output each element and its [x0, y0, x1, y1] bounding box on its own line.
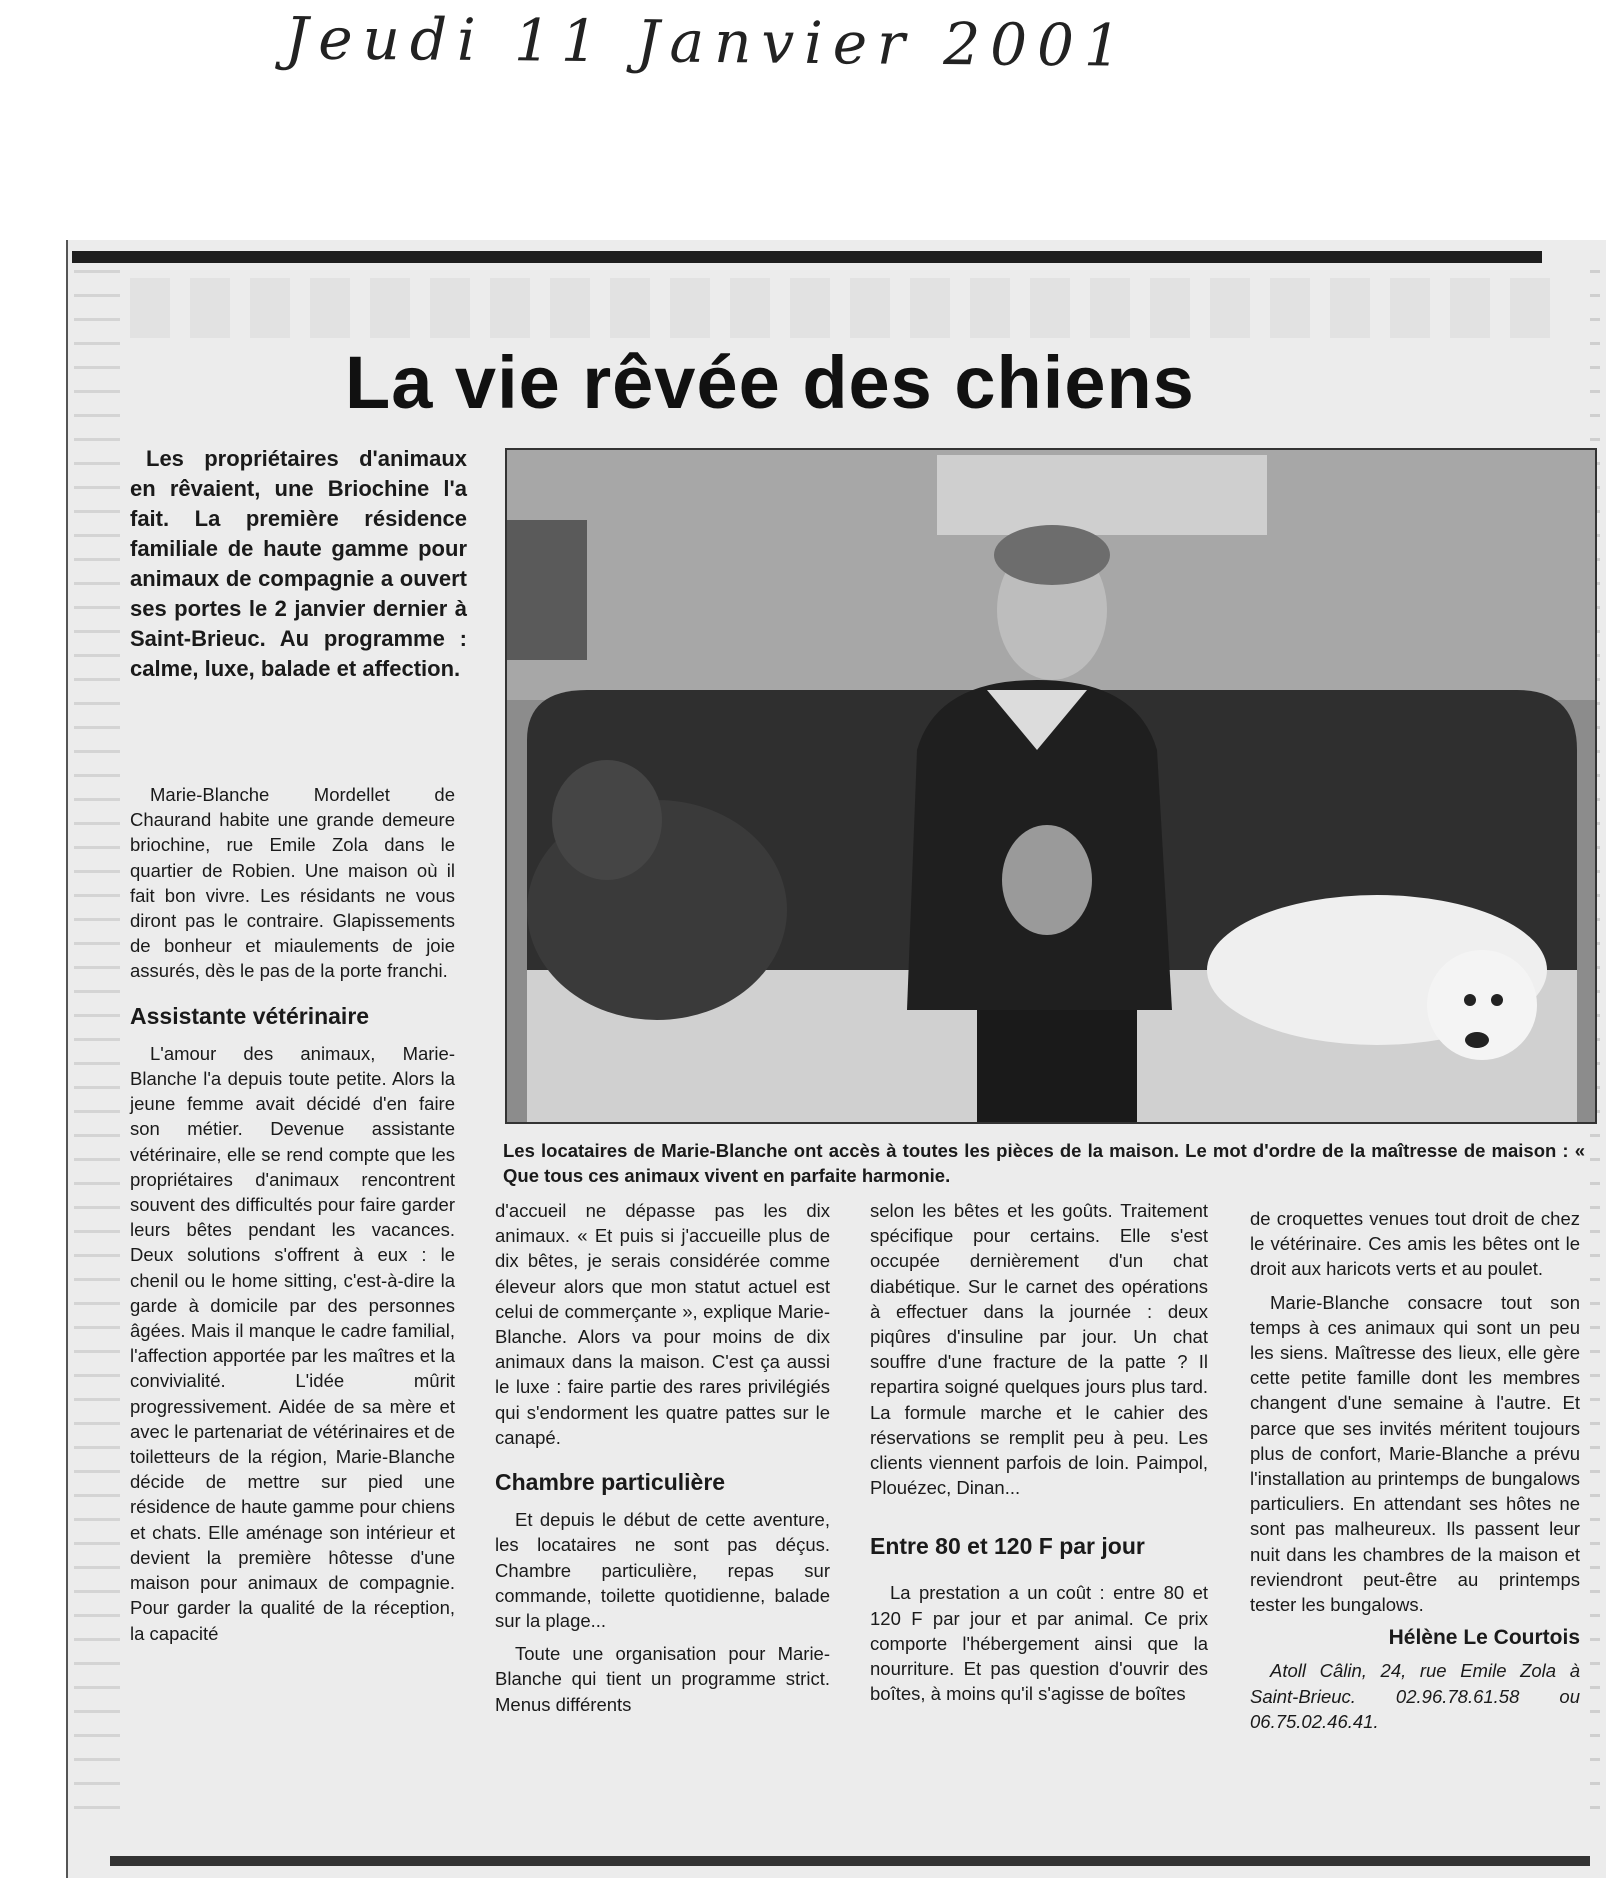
headline: La vie rêvée des chiens	[345, 341, 1195, 424]
address-contact: Atoll Câlin, 24, rue Emile Zola à Saint-Brieuc. 02.96.78.61.58 ou 06.75.02.46.41.	[1250, 1660, 1580, 1732]
col2-subheading: Chambre particulière	[495, 1469, 726, 1496]
top-rule	[72, 251, 1542, 263]
col3-paragraph-2: La prestation a un coût : entre 80 et 120 F par jour et par animal. Ce prix comporte l'hébergement ainsi que la nourriture. Et pas question d'ouvrir des boîtes, à moins qu'il s'agisse de boîtes	[870, 1582, 1208, 1705]
col1-paragraph-2: L'amour des animaux, Marie-Blanche l'a depuis toute petite. Alors la jeune femme avait décidé d'en faire son métier. Devenue assistante vétérinaire, elle se rend compte que les propriétaires d'animaux rencontrent souvent des difficultés pour faire garder leurs bêtes pendant les vacances. Deux solutions s'offrent à eux : le chenil ou le home sitting, c'est-à-dire la garde à domicile par des personnes âgées. Mais il manque le cadre familial, l'affection apportée par les maîtres et la convivialité. L'idée mûrit progressivement. Aidée de sa mère et avec le partenariat de vétérinaires et de toiletteurs de la région, Marie-Blanche décide de mettre sur pied une résidence de haute gamme pour chiens et chats. Elle aménage son intérieur et devient la première hôtesse d'une maison pour animaux de compagnie. Pour garder la qualité de la réception, la capacité	[130, 1042, 455, 1644]
col1-subheading: Assistante vétérinaire	[130, 1002, 370, 1029]
lede: Les propriétaires d'animaux en rêvaient, une Briochine l'a fait. La première résidence familiale de haute gamme pour animaux de compagnie a ouvert ses portes le 2 janvier dernier à Saint-Brieuc. Au programme : calme, luxe, balade et affection.	[130, 446, 467, 681]
author-signature: Hélène Le Courtois	[1388, 1626, 1580, 1650]
column-1	[130, 782, 455, 1654]
col2-paragraph-2: Et depuis le début de cette aventure, les locataires ne sont pas déçus. Chambre particulière, repas sur commande, toilette quotidienne, balade sur la plage...	[495, 1509, 830, 1632]
col3-paragraph-1: selon les bêtes et les goûts. Traitement spécifique pour certains. Elle s'est occupée dernièrement d'un chat diabétique. Sur le carnet des opérations à effectuer dans la journée : deux piqûres d'insuline par jour. Un chat souffre d'une fracture de la patte ? Il repartira soigné quelques jours plus tard. La formule marche et le cahier des réservations se remplit peu à peu. Les clients viennent parfois de loin. Paimpol, Plouézec, Dinan...	[870, 1200, 1208, 1499]
col3-subheading: Entre 80 et 120 F par jour	[870, 1533, 1145, 1560]
bottom-rule	[110, 1856, 1590, 1866]
column-4	[1250, 1206, 1580, 1742]
photo-caption: Les locataires de Marie-Blanche ont accès à toutes les pièces de la maison. Le mot d'ordre de la maîtresse de maison : « Que tous ces animaux vivent en parfaite harmonie.	[503, 1140, 1585, 1186]
col1-paragraph-1: Marie-Blanche Mordellet de Chaurand habite une grande demeure briochine, rue Emile Zola dans le quartier de Robien. Une maison où il fait bon vivre. Les résidants ne vous diront pas le contraire. Glapissements de bonheur et miaulements de joie assurés, dès le pas de la porte franchi.	[130, 784, 455, 982]
bleed-through-left	[74, 270, 120, 1830]
column-3	[870, 1198, 1208, 1714]
kitten-shape	[1002, 825, 1092, 935]
column-2	[495, 1198, 830, 1725]
col2-paragraph-1: d'accueil ne dépasse pas les dix animaux. « Et puis si j'accueille plus de dix bêtes, je serais considérée comme éleveur alors que mon statut actuel est celui de commerçante », explique Marie-Blanche. Alors va pour moins de dix animaux dans la maison. C'est ça aussi le luxe : faire partie des rares privilégiés qui s'endorment les quatre pattes sur le canapé.	[495, 1200, 830, 1448]
col2-paragraph-3: Toute une organisation pour Marie-Blanche qui tient un programme strict. Menus différents	[495, 1643, 830, 1715]
handwritten-date: Jeudi 11 Janvier 2001	[284, 4, 1132, 80]
col4-paragraph-1: de croquettes venues tout droit de chez le vétérinaire. Ces amis les bêtes ont le droit aux haricots verts et au poulet.	[1250, 1208, 1580, 1280]
bleed-through-top	[130, 278, 1570, 338]
col4-paragraph-2: Marie-Blanche consacre tout son temps à ces animaux qui sont un peu les siens. Maîtresse des lieux, elle gère cette petite famille dont les membres changent d'une semaine à l'autre. Et parce que ses invités méritent toujours plus de confort, Marie-Blanche a prévu l'installation au printemps de bungalows particuliers. En attendant ses hôtes ne sont pas malheureux. Ils passent leur nuit dans les chambres de la maison et reviendront peut-être au printemps tester les bungalows.	[1250, 1291, 1580, 1616]
photo-illustration	[507, 450, 1595, 1122]
article-photo	[505, 448, 1597, 1124]
